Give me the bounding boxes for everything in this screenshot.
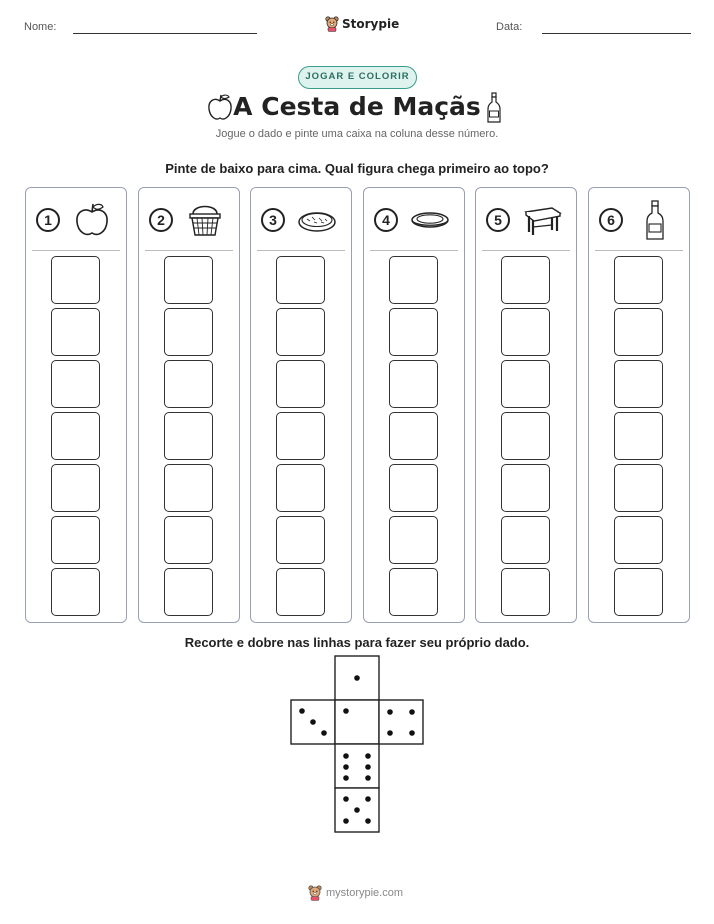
color-box[interactable]	[389, 464, 438, 512]
column-number: 4	[374, 208, 398, 232]
die-face-5	[335, 788, 379, 832]
color-box[interactable]	[501, 360, 550, 408]
pie-icon	[297, 200, 337, 240]
stool-icon	[522, 200, 562, 240]
column-header	[26, 188, 126, 251]
column-number: 3	[261, 208, 285, 232]
die-face-6	[335, 744, 379, 788]
color-box[interactable]	[614, 568, 663, 616]
color-box[interactable]	[389, 256, 438, 304]
color-box[interactable]	[501, 568, 550, 616]
color-box[interactable]	[164, 568, 213, 616]
pip	[343, 775, 349, 781]
color-box[interactable]	[51, 256, 100, 304]
die-face-4	[379, 700, 423, 744]
brand-logo	[325, 14, 399, 34]
pip	[354, 807, 360, 813]
color-box[interactable]	[164, 308, 213, 356]
color-box[interactable]	[164, 516, 213, 564]
color-box[interactable]	[389, 516, 438, 564]
color-box[interactable]	[501, 464, 550, 512]
pip	[321, 730, 327, 736]
color-box[interactable]	[614, 308, 663, 356]
color-box[interactable]	[51, 308, 100, 356]
cut-instruction: Recorte e dobre nas linhas para fazer seu próprio dado.	[184, 635, 530, 650]
date-label: Data:	[496, 21, 523, 33]
column-divider	[145, 250, 233, 251]
footer	[308, 885, 403, 901]
bear-logo-icon	[325, 16, 339, 32]
color-box[interactable]	[51, 360, 100, 408]
color-box[interactable]	[164, 360, 213, 408]
pip	[299, 708, 305, 714]
color-box[interactable]	[276, 256, 325, 304]
color-box[interactable]	[276, 360, 325, 408]
color-box[interactable]	[164, 412, 213, 460]
pip	[409, 730, 415, 736]
pip	[409, 709, 415, 715]
color-box[interactable]	[51, 412, 100, 460]
color-box[interactable]	[276, 412, 325, 460]
date-line[interactable]	[542, 33, 691, 34]
color-box[interactable]	[614, 412, 663, 460]
column-6	[588, 187, 690, 623]
pip	[354, 675, 360, 681]
bottle-icon	[635, 200, 675, 240]
instruction: Pinte de baixo para cima. Qual figura chega primeiro ao topo?	[165, 161, 549, 176]
column-5	[475, 187, 577, 623]
column-number: 5	[486, 208, 510, 232]
color-box[interactable]	[614, 516, 663, 564]
pip	[365, 764, 371, 770]
column-divider	[257, 250, 345, 251]
brand-name: Storypie	[342, 17, 400, 31]
color-box[interactable]	[501, 308, 550, 356]
column-header	[251, 188, 351, 251]
color-box[interactable]	[276, 516, 325, 564]
color-box[interactable]	[389, 360, 438, 408]
pip	[343, 818, 349, 824]
pip	[365, 796, 371, 802]
die-face-1-center	[335, 700, 379, 744]
column-header	[476, 188, 576, 251]
pip	[365, 775, 371, 781]
column-number: 6	[599, 208, 623, 232]
pip	[343, 764, 349, 770]
bottle-icon	[486, 92, 502, 124]
pip	[387, 709, 393, 715]
pip	[343, 708, 349, 714]
color-box[interactable]	[614, 360, 663, 408]
color-box[interactable]	[51, 464, 100, 512]
color-box[interactable]	[276, 568, 325, 616]
color-box[interactable]	[501, 412, 550, 460]
color-box[interactable]	[389, 308, 438, 356]
footer-url[interactable]: mystorypie.com	[326, 887, 404, 899]
column-divider	[32, 250, 120, 251]
column-number: 2	[149, 208, 173, 232]
color-box[interactable]	[614, 464, 663, 512]
column-3	[250, 187, 352, 623]
column-header	[139, 188, 239, 251]
color-box[interactable]	[276, 308, 325, 356]
color-box[interactable]	[389, 412, 438, 460]
basket-icon	[185, 200, 225, 240]
column-header	[364, 188, 464, 251]
pip	[343, 753, 349, 759]
name-line[interactable]	[73, 33, 257, 34]
header	[0, 14, 714, 44]
column-divider	[370, 250, 458, 251]
play-and-color-badge: JOGAR E COLORIR	[298, 66, 417, 89]
color-box[interactable]	[164, 256, 213, 304]
pip	[365, 753, 371, 759]
pip	[310, 719, 316, 725]
color-box[interactable]	[501, 256, 550, 304]
column-2	[138, 187, 240, 623]
color-box[interactable]	[276, 464, 325, 512]
color-box[interactable]	[164, 464, 213, 512]
column-divider	[595, 250, 683, 251]
column-header	[589, 188, 689, 251]
apple-icon	[72, 200, 112, 240]
pip	[343, 796, 349, 802]
pie-dish-icon	[410, 200, 450, 240]
color-box[interactable]	[389, 568, 438, 616]
subtitle: Jogue o dado e pinte uma caixa na coluna desse número.	[215, 128, 499, 140]
page-title: A Cesta de Maçãs	[233, 92, 481, 121]
color-box[interactable]	[51, 516, 100, 564]
bear-logo-icon	[308, 885, 322, 901]
column-1	[25, 187, 127, 623]
column-divider	[482, 250, 570, 251]
column-number: 1	[36, 208, 60, 232]
pip	[365, 818, 371, 824]
pip	[387, 730, 393, 736]
color-box[interactable]	[501, 516, 550, 564]
die-face-3	[291, 700, 335, 744]
color-box[interactable]	[51, 568, 100, 616]
color-box[interactable]	[614, 256, 663, 304]
name-label: Nome:	[24, 21, 57, 33]
column-4	[363, 187, 465, 623]
die-face-1	[335, 656, 379, 700]
